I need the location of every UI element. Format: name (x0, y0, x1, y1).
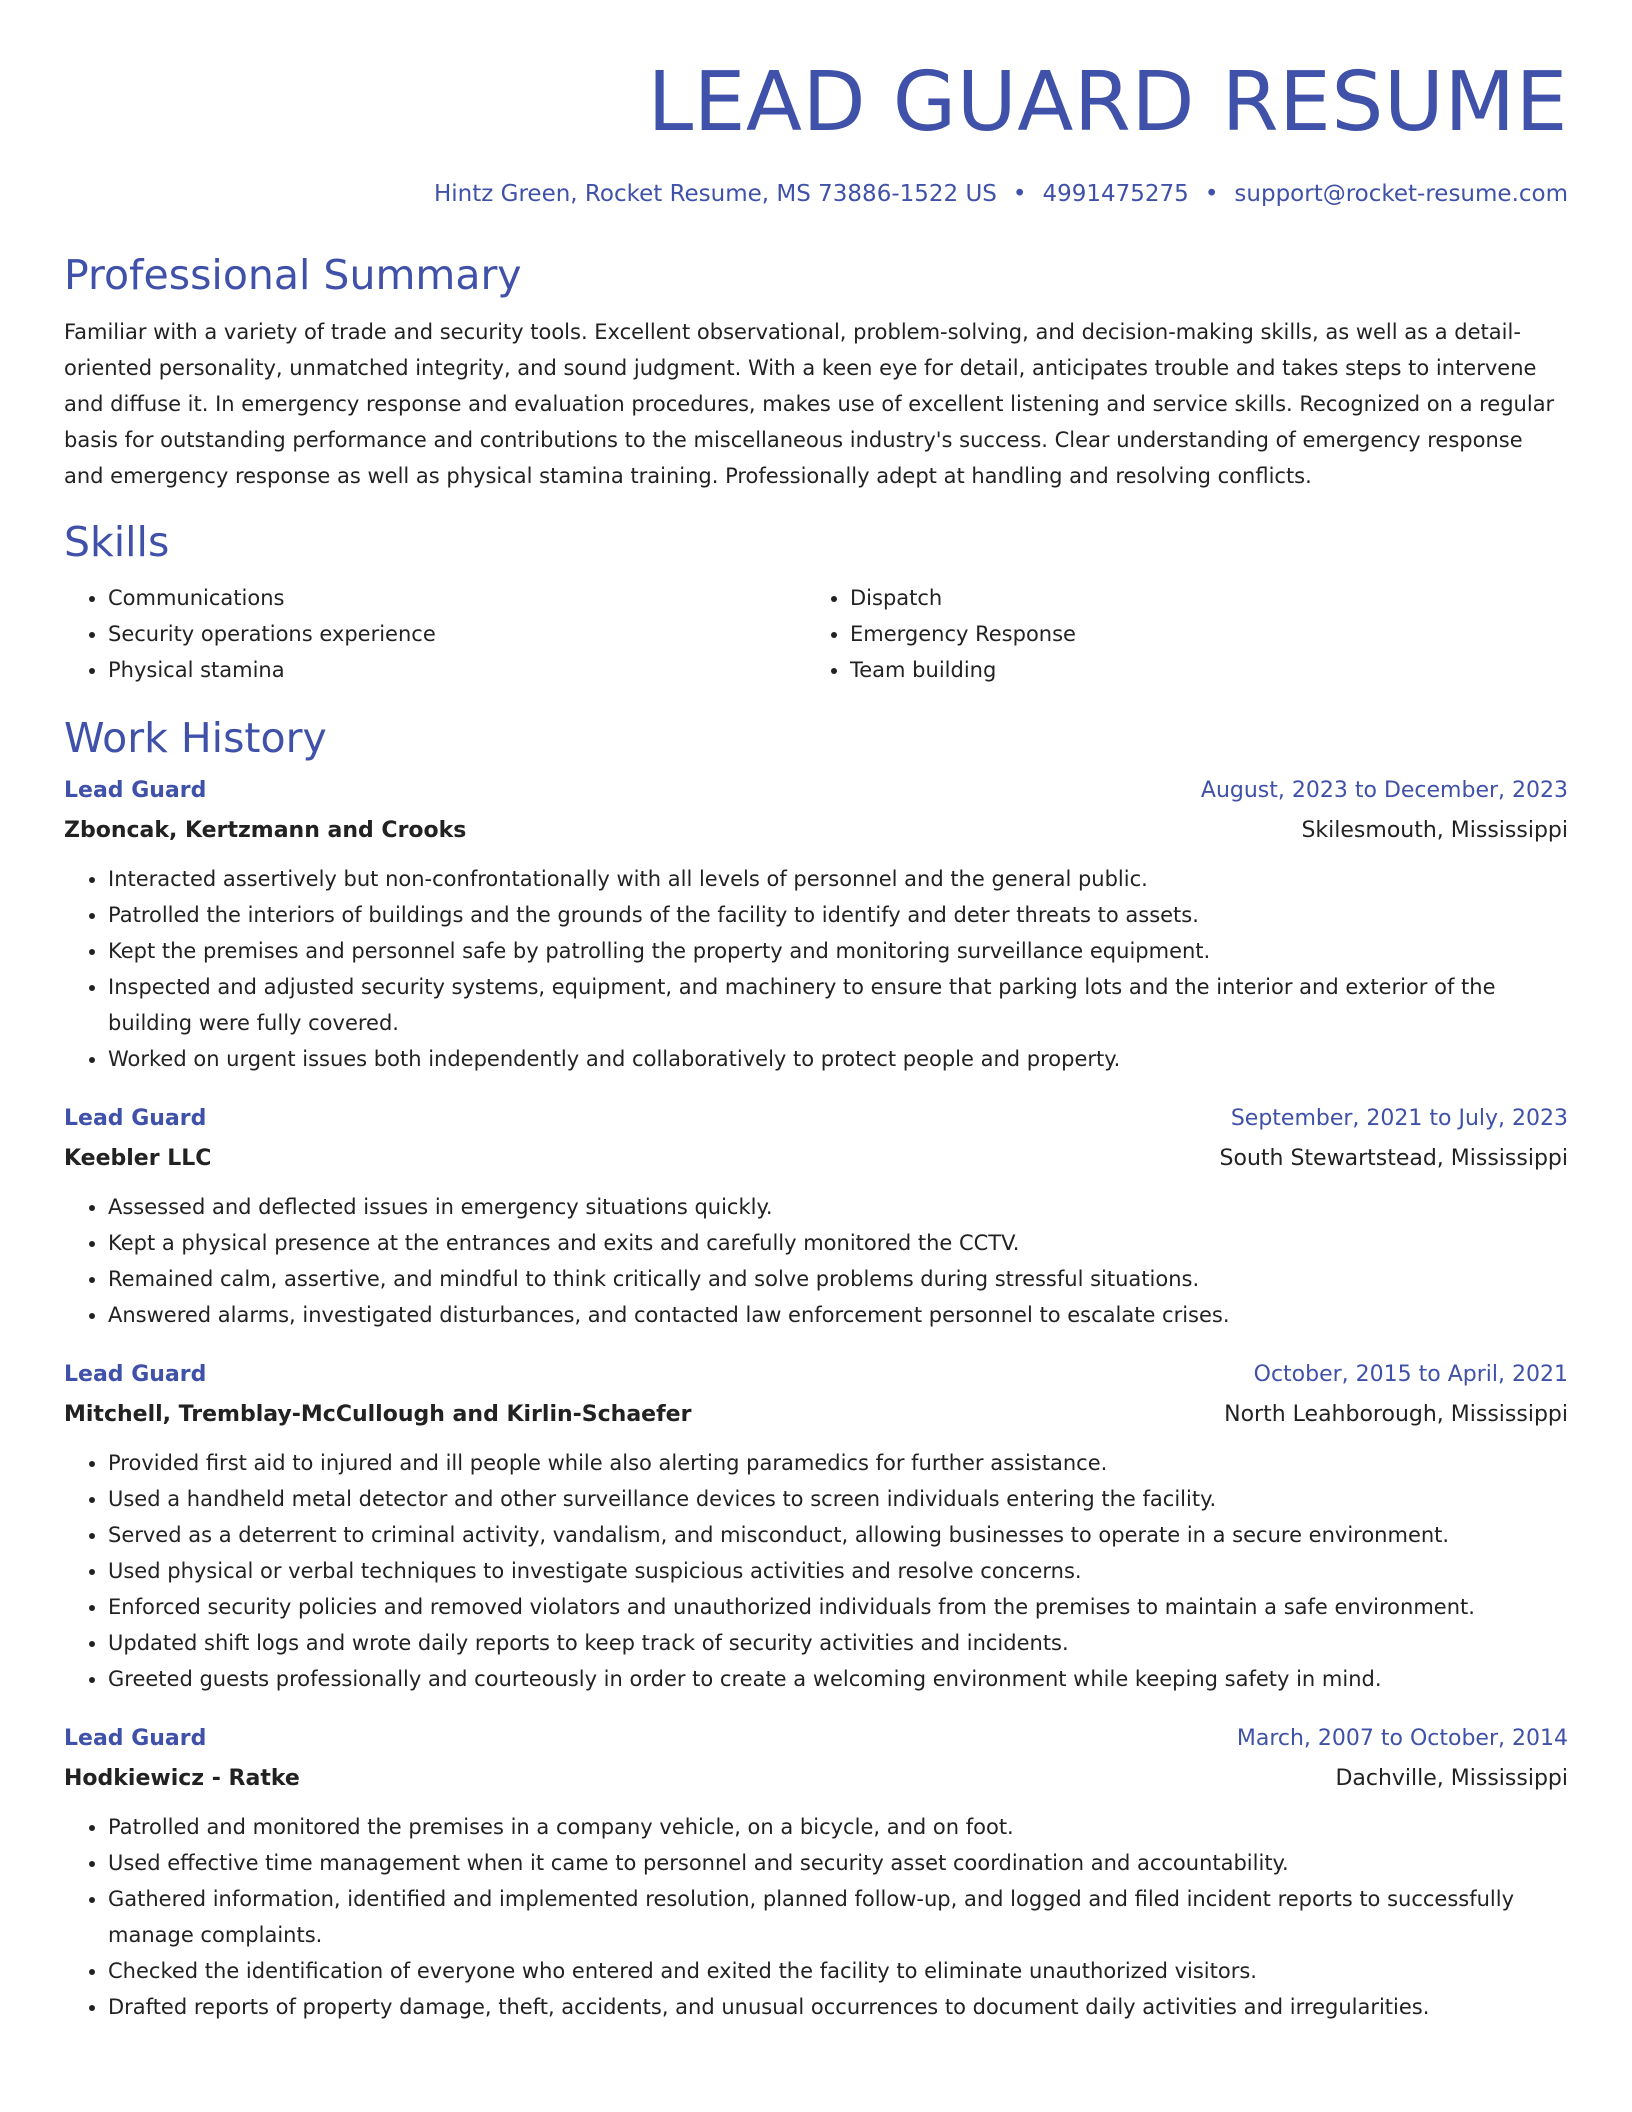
job-entry (64, 1101, 1568, 1333)
job-location: North Leahborough, Mississippi (1224, 1402, 1568, 1427)
summary-heading: Professional Summary (64, 251, 522, 299)
duty-item: • Used a handheld metal detector and other surveillance devices to screen individuals entering the facility. (108, 1481, 1568, 1517)
job-duties (64, 861, 1568, 1077)
contact-line (64, 178, 1568, 210)
skills-list (64, 580, 1568, 688)
skill-item: • Emergency Response (850, 616, 1548, 652)
job-company: Keebler LLC (64, 1146, 212, 1171)
job-duties (64, 1445, 1568, 1697)
skills-heading: Skills (64, 518, 170, 566)
resume-page (64, 0, 1568, 2025)
duty-item: • Inspected and adjusted security systems, equipment, and machinery to ensure that parking lots and the interior and exterior of the building were fully covered. (108, 969, 1568, 1041)
job-location: Dachville, Mississippi (1335, 1766, 1568, 1791)
skill-item: • Dispatch (850, 580, 1548, 616)
duty-item: • Kept a physical presence at the entrances and exits and carefully monitored the CCTV. (108, 1225, 1568, 1261)
work-history-heading: Work History (64, 714, 327, 762)
duty-item: • Used effective time management when it came to personnel and security asset coordination and accountability. (108, 1845, 1568, 1881)
job-dates: September, 2021 to July, 2023 (1230, 1106, 1568, 1131)
job-duties (64, 1189, 1568, 1333)
duty-item: • Answered alarms, investigated disturbances, and contacted law enforcement personnel to escalate crises. (108, 1297, 1568, 1333)
contact-email: support@rocket-resume.com (1234, 181, 1568, 207)
duty-item: • Worked on urgent issues both independently and collaboratively to protect people and property. (108, 1041, 1568, 1077)
contact-separator: • (1204, 181, 1219, 207)
duty-item: • Remained calm, assertive, and mindful to think critically and solve problems during stressful situations. (108, 1261, 1568, 1297)
duty-item: • Enforced security policies and removed violators and unauthorized individuals from the premises to maintain a safe environment. (108, 1589, 1568, 1625)
duty-item: • Served as a deterrent to criminal activity, vandalism, and misconduct, allowing businesses to operate in a secure environment. (108, 1517, 1568, 1553)
contact-address: Hintz Green, Rocket Resume, MS 73886-1522 US (433, 181, 997, 207)
skill-item: • Team building (850, 652, 1548, 688)
duty-item: • Gathered information, identified and implemented resolution, planned follow-up, and logged and filed incident reports to successfully manage complaints. (108, 1881, 1568, 1953)
job-dates: August, 2023 to December, 2023 (1200, 778, 1568, 803)
duty-item: • Patrolled and monitored the premises in a company vehicle, on a bicycle, and on foot. (108, 1809, 1568, 1845)
duty-item: • Checked the identification of everyone who entered and exited the facility to eliminate unauthorized visitors. (108, 1953, 1568, 1989)
skills-column-right (806, 580, 1548, 688)
duty-item: • Drafted reports of property damage, theft, accidents, and unusual occurrences to document daily activities and irregularities. (108, 1989, 1568, 2025)
duty-item: • Updated shift logs and wrote daily reports to keep track of security activities and incidents. (108, 1625, 1568, 1661)
job-duties (64, 1809, 1568, 2025)
job-title: Lead Guard (64, 778, 207, 803)
job-company: Zboncak, Kertzmann and Crooks (64, 818, 467, 843)
resume-name: LEAD GUARD RESUME (647, 55, 1568, 150)
duty-item: • Kept the premises and personnel safe by patrolling the property and monitoring surveillance equipment. (108, 933, 1568, 969)
job-company: Mitchell, Tremblay-McCullough and Kirlin-Schaefer (64, 1402, 692, 1427)
duty-item: • Interacted assertively but non-confrontationally with all levels of personnel and the general public. (108, 861, 1568, 897)
job-entry (64, 773, 1568, 1077)
skill-item: • Communications (108, 580, 806, 616)
summary-text: Familiar with a variety of trade and security tools. Excellent observational, problem-solving, and decision-making skills, as well as a detail-oriented personality, unmatched integrity, and sound judgment. With a keen eye for detail, anticipates trouble and takes steps to intervene and diffuse it. In emergency response and evaluation procedures, makes use of excellent listening and service skills. Recognized on a regular basis for outstanding performance and contributions to the miscellaneous industry's success. Clear understanding of emergency response and emergency response as well as physical stamina training. Professionally adept at handling and resolving conflicts. (64, 320, 1555, 488)
job-company: Hodkiewicz - Ratke (64, 1766, 300, 1791)
job-title: Lead Guard (64, 1362, 207, 1387)
job-dates: March, 2007 to October, 2014 (1236, 1726, 1568, 1751)
contact-separator: • (1012, 181, 1027, 207)
job-title: Lead Guard (64, 1726, 207, 1751)
duty-item: • Greeted guests professionally and courteously in order to create a welcoming environment while keeping safety in mind. (108, 1661, 1568, 1697)
duty-item: • Assessed and deflected issues in emergency situations quickly. (108, 1189, 1568, 1225)
duty-item: • Patrolled the interiors of buildings and the grounds of the facility to identify and deter threats to assets. (108, 897, 1568, 933)
duty-item: • Used physical or verbal techniques to investigate suspicious activities and resolve concerns. (108, 1553, 1568, 1589)
job-location: South Stewartstead, Mississippi (1219, 1146, 1568, 1171)
skill-item: • Physical stamina (108, 652, 806, 688)
job-entry (64, 1357, 1568, 1697)
job-dates: October, 2015 to April, 2021 (1253, 1362, 1568, 1387)
skills-column-left (64, 580, 806, 688)
skill-item: • Security operations experience (108, 616, 806, 652)
job-entry (64, 1721, 1568, 2025)
duty-item: • Provided first aid to injured and ill people while also alerting paramedics for further assistance. (108, 1445, 1568, 1481)
contact-phone: 4991475275 (1042, 181, 1189, 207)
job-location: Skilesmouth, Mississippi (1301, 818, 1568, 843)
job-title: Lead Guard (64, 1106, 207, 1131)
